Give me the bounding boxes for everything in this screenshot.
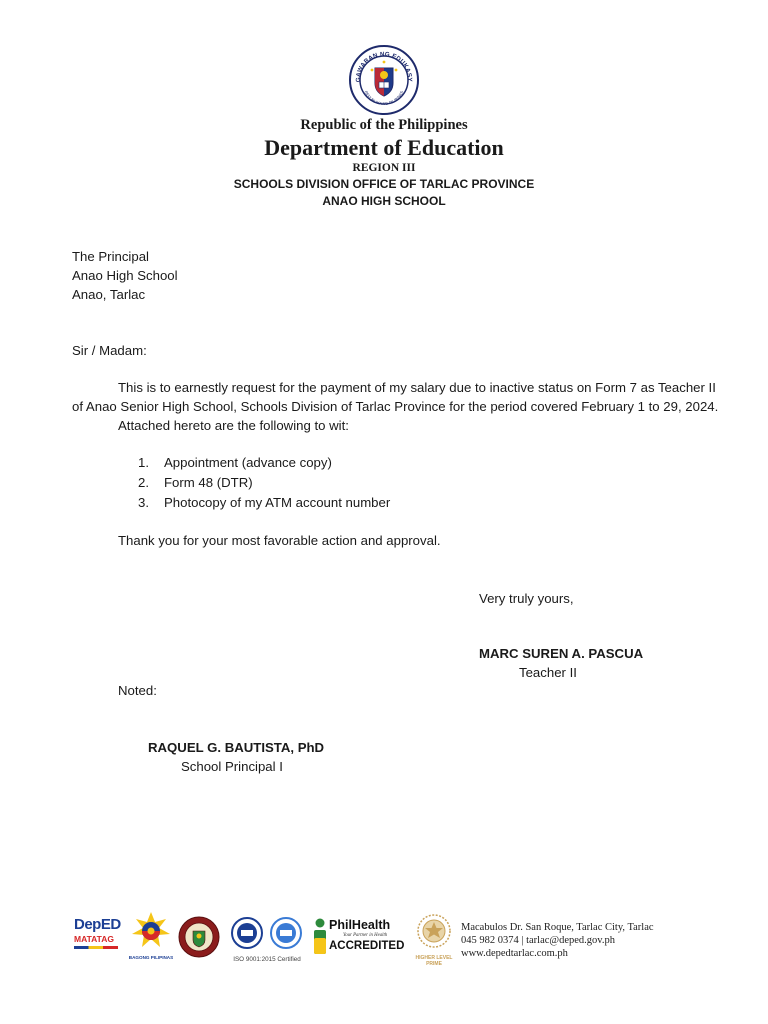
noted-name: RAQUEL G. BAUTISTA, PhD <box>148 740 325 755</box>
deped-logo-text: DepED <box>74 916 121 933</box>
addressee-line: The Principal <box>72 249 149 264</box>
addressee-block <box>72 248 178 304</box>
philhealth-accredited: ACCREDITED <box>329 940 405 952</box>
seal-icon <box>348 44 420 116</box>
division-seal-logo <box>178 913 220 961</box>
contact-address: Macabulos Dr. San Roque, Tarlac City, Tarlac <box>461 922 654 933</box>
closing-paragraph: Thank you for your most favorable action and approval. <box>118 533 441 548</box>
contact-phone-email: 045 982 0374 | tarlac@deped.gov.ph <box>461 935 615 946</box>
iso-certification-logo <box>230 916 304 962</box>
contact-website: www.depedtarlac.com.ph <box>461 948 568 959</box>
list-item <box>138 495 390 515</box>
philhealth-tagline: Your Partner in Health <box>343 933 388 938</box>
matatag-logo-text: MATATAG <box>74 934 114 944</box>
list-number: 3. <box>138 495 149 510</box>
deped-seal <box>348 44 420 116</box>
salutation: Sir / Madam: <box>72 343 147 358</box>
addressee-line: Anao, Tarlac <box>72 287 146 302</box>
contact-info <box>461 921 654 960</box>
division-line: SCHOOLS DIVISION OFFICE OF TARLAC PROVINCE <box>233 177 535 191</box>
paragraph-line: Attached hereto are the following to wit: <box>118 418 349 433</box>
bagong-pilipinas-text: BAGONG PILIPINAS <box>128 955 174 960</box>
award-text: HIGHER LEVEL PRIME <box>415 955 453 967</box>
signatory-name: MARC SUREN A. PASCUA <box>479 646 644 661</box>
list-item <box>138 475 390 495</box>
noted-label: Noted: <box>118 683 157 698</box>
division-seal-icon <box>178 913 220 961</box>
award-icon <box>414 912 454 950</box>
svg-text:KAGAWARAN NG EDUKASYON: GAWARAN NG EDUKASY <box>354 50 414 83</box>
department-title: Department of Education <box>264 135 504 160</box>
list-text: Appointment (advance copy) <box>164 455 332 470</box>
republic-line: Republic of the Philippines <box>300 117 468 133</box>
region-line: REGION III <box>352 162 416 174</box>
list-text: Photocopy of my ATM account number <box>164 495 391 510</box>
deped-matatag-logo <box>74 912 120 962</box>
addressee-line: Anao High School <box>72 268 178 283</box>
award-logo <box>414 912 454 967</box>
list-number: 1. <box>138 455 149 470</box>
list-number: 2. <box>138 475 149 490</box>
philhealth-icon <box>313 918 327 956</box>
svg-text:REPUBLIKA NG PILIPINAS: REPUBLIKA NG PILIPINAS <box>363 90 405 107</box>
attachment-list <box>138 455 390 515</box>
noted-title: School Principal I <box>181 759 283 774</box>
list-text: Form 48 (DTR) <box>164 475 253 490</box>
paragraph-line: This is to earnestly request for the payment of my salary due to inactive status on Form 7 as Teacher II <box>118 380 716 395</box>
school-line: ANAO HIGH SCHOOL <box>322 194 446 208</box>
bagong-pilipinas-logo <box>128 910 174 960</box>
philhealth-logo <box>313 916 403 962</box>
iso-text: ISO 9001:2015 Certified <box>233 956 301 963</box>
iso-badges-icon <box>230 916 304 950</box>
sun-icon <box>128 910 174 950</box>
philhealth-name: PhilHealth <box>329 918 391 932</box>
matatag-stripe <box>74 946 118 949</box>
complimentary-close: Very truly yours, <box>479 591 574 606</box>
signatory-title: Teacher II <box>519 665 577 680</box>
paragraph-line: of Anao Senior High School, Schools Division of Tarlac Province for the period covered February 1 to 29, 2024. <box>72 399 719 414</box>
list-item <box>138 455 390 475</box>
